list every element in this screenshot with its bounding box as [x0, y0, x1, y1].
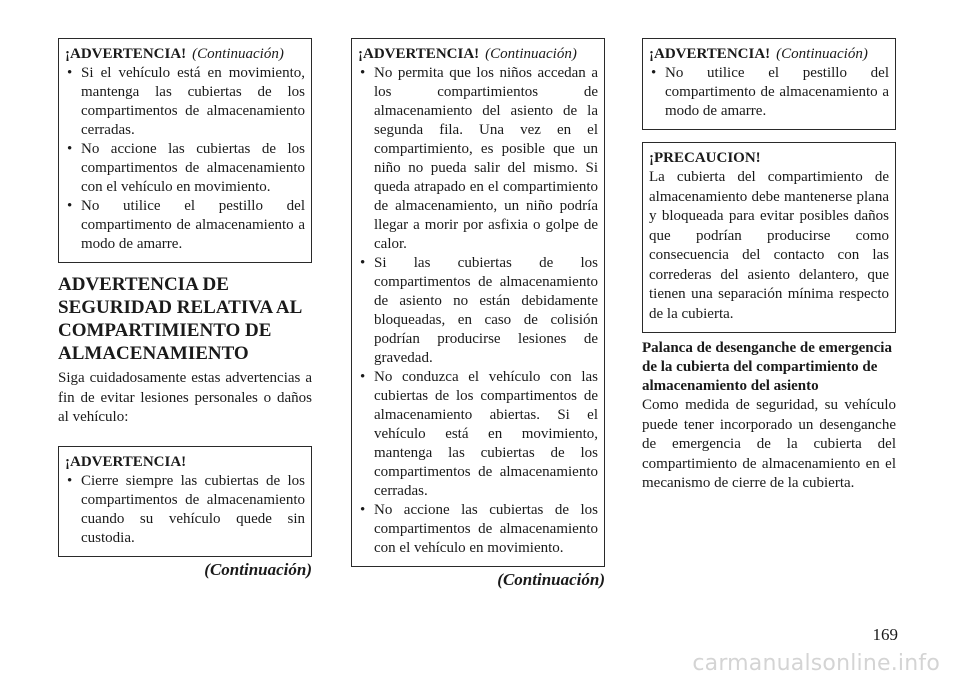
warning-box	[58, 446, 312, 557]
continued-label: (Continuación)	[204, 559, 312, 579]
caution-text: La cubierta del compartimiento de almacenamiento debe mantenerse plana y bloqueada para evitar posibles daños que podrían producirse como consecuencia del contacto con las correderas del asiento delantero, que tienen una separación mínima respecto de la cubierta.	[649, 169, 889, 322]
continuation-label: (Continuación)	[485, 46, 577, 62]
warning-list	[649, 64, 889, 121]
section-heading: ADVERTENCIA DE SEGURIDAD RELATIVA AL COMPARTIMIENTO DE ALMACENAMIENTO	[58, 274, 302, 364]
warning-item: • No permita que los niños accedan a los compartimientos de almacenamiento del asiento de la segunda fila. Una vez en el compartimiento, es posible que un niño no pueda salir del mismo. Si queda atrapado en el compartimiento de almacenamiento, un niño podría llegar a morir por asfixia o golpe de calor.	[358, 64, 598, 254]
warning-box-continued	[642, 38, 896, 130]
caution-title: ¡PRECAUCION!	[649, 150, 761, 166]
column-right	[642, 38, 896, 494]
watermark: carmanualsonline.info	[692, 651, 940, 676]
warning-box-continued	[58, 38, 312, 263]
continued-label: (Continuación)	[497, 570, 605, 589]
column-left	[58, 38, 312, 581]
warning-list	[65, 64, 305, 254]
warning-title: ¡ADVERTENCIA! (Continuación)	[649, 46, 868, 62]
warning-item: • No accione las cubiertas de los compartimentos de almacenamiento con el vehículo en movimiento.	[65, 140, 305, 197]
warning-box-continued	[351, 38, 605, 567]
warning-title: ¡ADVERTENCIA! (Continuación)	[65, 46, 284, 62]
intro-paragraph: Siga cuidadosamente estas advertencias a fin de evitar lesiones personales o daños al vehículo:	[58, 370, 312, 425]
body-paragraph: Como medida de seguridad, su vehículo puede tener incorporado un desenganche de emergencia de la cubierta del compartimiento de almacenamiento en el mecanismo de cierre de la cubierta.	[642, 397, 896, 491]
warning-item: • No utilice el pestillo del compartimento de almacenamiento a modo de amarre.	[649, 64, 889, 121]
warning-list	[358, 64, 598, 558]
warning-item: • No accione las cubiertas de los compartimentos de almacenamiento con el vehículo en movimiento.	[358, 501, 598, 558]
warning-item: • No conduzca el vehículo con las cubiertas de los compartimentos de almacenamiento abiertas. Si el vehículo está en movimiento, mantenga las cubiertas de los compartimentos de almacenamiento cerradas.	[358, 368, 598, 501]
warning-list	[65, 472, 305, 548]
continuation-label: (Continuación)	[776, 46, 868, 62]
warning-item: • Si las cubiertas de los compartimentos de almacenamiento de asiento no están debidamente bloqueadas, en caso de colisión podrían producirse lesiones de gravedad.	[358, 254, 598, 368]
page-number: 169	[872, 625, 898, 644]
warning-title: ¡ADVERTENCIA!	[65, 453, 187, 470]
warning-item: • Si el vehículo está en movimiento, mantenga las cubiertas de los compartimentos de almacenamiento cerradas.	[65, 64, 305, 140]
sub-heading: Palanca de desenganche de emergencia de la cubierta del compartimiento de almacenamiento del asiento	[642, 340, 892, 394]
continuation-label: (Continuación)	[192, 46, 284, 62]
warning-title: ¡ADVERTENCIA! (Continuación)	[358, 46, 577, 62]
warning-item: • No utilice el pestillo del compartimento de almacenamiento a modo de amarre.	[65, 197, 305, 254]
caution-box	[642, 142, 896, 333]
column-middle	[351, 38, 605, 591]
warning-item: • Cierre siempre las cubiertas de los compartimentos de almacenamiento cuando su vehículo quede sin custodia.	[65, 472, 305, 548]
